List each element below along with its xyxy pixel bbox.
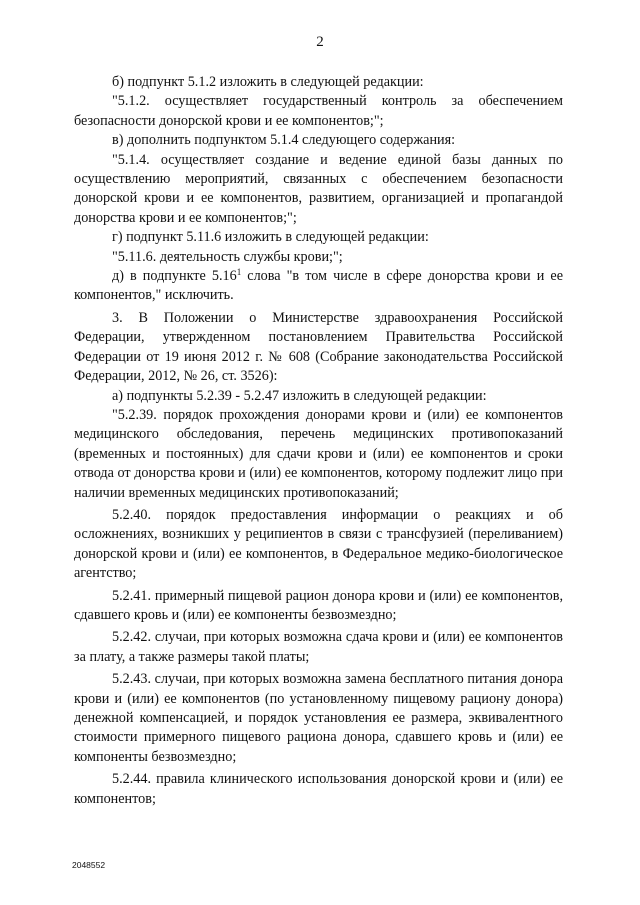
item-5-2-43: 5.2.43. случаи, при которых возможна замена бесплатного питания донора крови и (или) ее компонентов (по установленному пищевому рациону донора) денежной компенсацией, и порядок установления ее размера, эквивалентного стоимости примерного пищевого рациона донора, сдавшего кровь и (или) ее компоненты безвозмездно; (74, 671, 563, 765)
section-3-intro: 3. В Положении о Министерстве здравоохранения Российской Федерации, утвержденном постановлением Правительства Российской Федерации от 19 июня 2012 г. № 608 (Собрание законодательства Российской Федерации, 2012, № 26, ст. 3526): (74, 309, 563, 385)
item-5-2-41: 5.2.41. примерный пищевой рацион донора крови и (или) ее компонентов, сдавшего кровь и (или) ее компоненты безвозмездно; (74, 587, 563, 623)
quote-5-1-2: "5.1.2. осуществляет государственный контроль за обеспечением безопасности донорской крови и ее компонентов;"; (74, 93, 563, 129)
item-5-2-42: 5.2.42. случаи, при которых возможна сдача крови и (или) ее компонентов за плату, а также размеры такой платы; (74, 629, 563, 665)
document-body (74, 73, 563, 809)
quote-5-2-39: "5.2.39. порядок прохождения донорами крови и (или) ее компонентов медицинского обследования, перечень медицинских противопоказаний (временных и постоянных) для сдачи крови и (или) ее компонентов и сроки отвода от донорства крови и (или) ее компонентов, которому подлежит лицо при наличии временных медицинских противопоказаний; (74, 406, 563, 501)
paragraph-v-add-5-1-4: в) дополнить подпунктом 5.1.4 следующего содержания: (112, 132, 456, 149)
paragraph-d-text-before: д) в подпункте 5.16 (112, 268, 237, 285)
page-number: 2 (316, 34, 324, 50)
document-code: 2048552 (72, 860, 106, 870)
paragraph-g-subpoint-5-11-6: г) подпункт 5.11.6 изложить в следующей редакции: (112, 229, 429, 246)
quote-5-1-4: "5.1.4. осуществляет создание и ведение единой базы данных по осуществлению мероприятий, связанных с обеспечением безопасности донорской крови и ее компонентов, развитием, организацией и пропагандой донорства крови и ее компонентов;"; (74, 151, 563, 226)
paragraph-a-subpoints: а) подпункты 5.2.39 - 5.2.47 изложить в следующей редакции: (112, 387, 487, 404)
quote-5-11-6: "5.11.6. деятельность службы крови;"; (112, 248, 343, 265)
item-5-2-44: 5.2.44. правила клинического использования донорской крови и (или) ее компонентов; (74, 771, 563, 807)
paragraph-d-text-after: слова "в том числе в сфере донорства крови и ее компонентов," исключить. (74, 268, 564, 304)
paragraph-b-subpoint-5-1-2: б) подпункт 5.1.2 изложить в следующей редакции: (112, 74, 424, 90)
footnote-superscript: 1 (236, 267, 242, 278)
item-5-2-40: 5.2.40. порядок предоставления информации о реакциях и об осложнениях, возникших у реципиентов в связи с трансфузией (переливанием) донорской крови и (или) ее компонентов, в Федеральное медико-биологическое агентство; (74, 506, 563, 582)
paragraph-d-subpoint-5-16 (74, 267, 563, 306)
